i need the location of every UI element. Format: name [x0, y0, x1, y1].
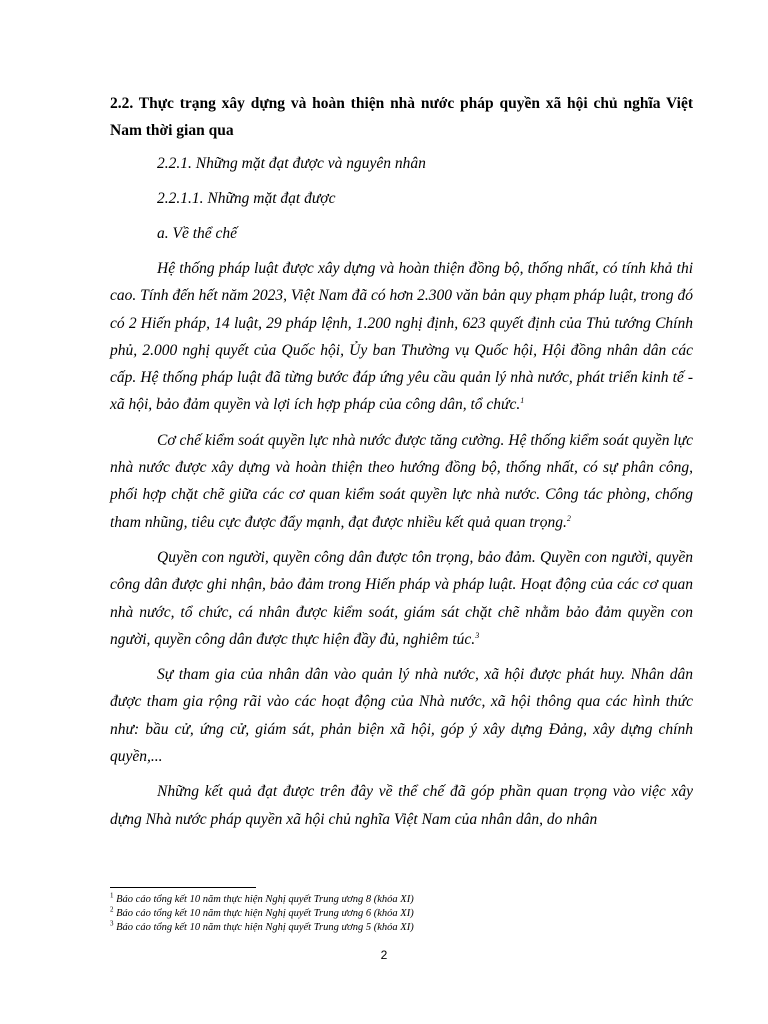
- footnote-ref[interactable]: 1: [520, 396, 525, 406]
- paragraph: [110, 255, 693, 419]
- subheading-a: a. Về thể chế: [157, 225, 238, 242]
- footnotes: [110, 893, 693, 935]
- subheading-2-2-1: 2.2.1. Những mặt đạt được và nguyên nhân: [157, 155, 426, 172]
- footnote-item: [110, 893, 693, 907]
- paragraph: [110, 544, 693, 653]
- footnote-text: Báo cáo tổng kết 10 năm thực hiện Nghị quyết Trung ương 5 (khóa XI): [116, 922, 414, 933]
- paragraph: [110, 661, 693, 770]
- footnote-item: [110, 921, 693, 935]
- footnote-text: Báo cáo tổng kết 10 năm thực hiện Nghị quyết Trung ương 6 (khóa XI): [116, 908, 414, 919]
- footnote-ref[interactable]: 2: [566, 513, 571, 523]
- footnote-text: Báo cáo tổng kết 10 năm thực hiện Nghị quyết Trung ương 8 (khóa XI): [116, 894, 414, 905]
- page-number: 2: [380, 948, 388, 962]
- footnote-ref[interactable]: 3: [475, 630, 480, 640]
- paragraph: [110, 778, 693, 833]
- footnote-number: 3: [110, 919, 114, 928]
- paragraph: [110, 427, 693, 536]
- paragraph-text: Quyền con người, quyền công dân được tôn trọng, bảo đảm. Quyền con người, quyền công dân được ghi nhận, bảo đảm trong Hiến pháp và pháp luật. Hoạt động của các cơ quan nhà nước, tổ chức, cá nhân được kiểm soát, giám sát chặt chẽ nhằm bảo đảm quyền con người, quyền công dân được thực hiện đầy đủ, nghiêm túc.: [110, 548, 693, 648]
- footnote-number: 2: [110, 905, 114, 914]
- footnote-number: 1: [110, 891, 114, 900]
- section-heading: 2.2. Thực trạng xây dựng và hoàn thiện nhà nước pháp quyền xã hội chủ nghĩa Việt Nam thời gian qua: [110, 95, 693, 139]
- footnote-divider: [110, 887, 256, 888]
- paragraph-text: Hệ thống pháp luật được xây dựng và hoàn thiện đồng bộ, thống nhất, có tính khả thi cao. Tính đến hết năm 2023, Việt Nam đã có hơn 2.300 văn bản quy phạm pháp luật, trong đó có 2 Hiến pháp, 14 luật, 29 pháp lệnh, 1.200 nghị định, 623 quyết định của Thủ tướng Chính phủ, 2.000 nghị quyết của Quốc hội, Ủy ban Thường vụ Quốc hội, Hội đồng nhân dân các cấp. Hệ thống pháp luật đã từng bước đáp ứng yêu cầu quản lý nhà nước, phát triển kinh tế - xã hội, bảo đảm quyền và lợi ích hợp pháp của công dân, tổ chức.: [110, 260, 694, 414]
- footnote-item: [110, 907, 693, 921]
- document-body: [110, 90, 693, 841]
- paragraph-text: Cơ chế kiểm soát quyền lực nhà nước được tăng cường. Hệ thống kiểm soát quyền lực nhà nước được xây dựng và hoàn thiện theo hướng đồng bộ, thống nhất, có sự phân công, phối hợp chặt chẽ giữa các cơ quan kiểm soát quyền lực nhà nước. Công tác phòng, chống tham nhũng, tiêu cực được đẩy mạnh, đạt được nhiều kết quả quan trọng.: [110, 431, 693, 531]
- subheading-2-2-1-1: 2.2.1.1. Những mặt đạt được: [157, 190, 336, 207]
- paragraph-text: Những kết quả đạt được trên đây về thể chế đã góp phần quan trọng vào việc xây dựng Nhà nước pháp quyền xã hội chủ nghĩa Việt Nam của nhân dân, do nhân: [110, 783, 693, 828]
- paragraph-text: Sự tham gia của nhân dân vào quản lý nhà nước, xã hội được phát huy. Nhân dân được tham gia rộng rãi vào các hoạt động của Nhà nước, xã hội thông qua các hình thức như: bầu cử, ứng cử, giám sát, phản biện xã hội, góp ý xây dựng Đảng, xây dựng chính quyền,...: [110, 666, 693, 766]
